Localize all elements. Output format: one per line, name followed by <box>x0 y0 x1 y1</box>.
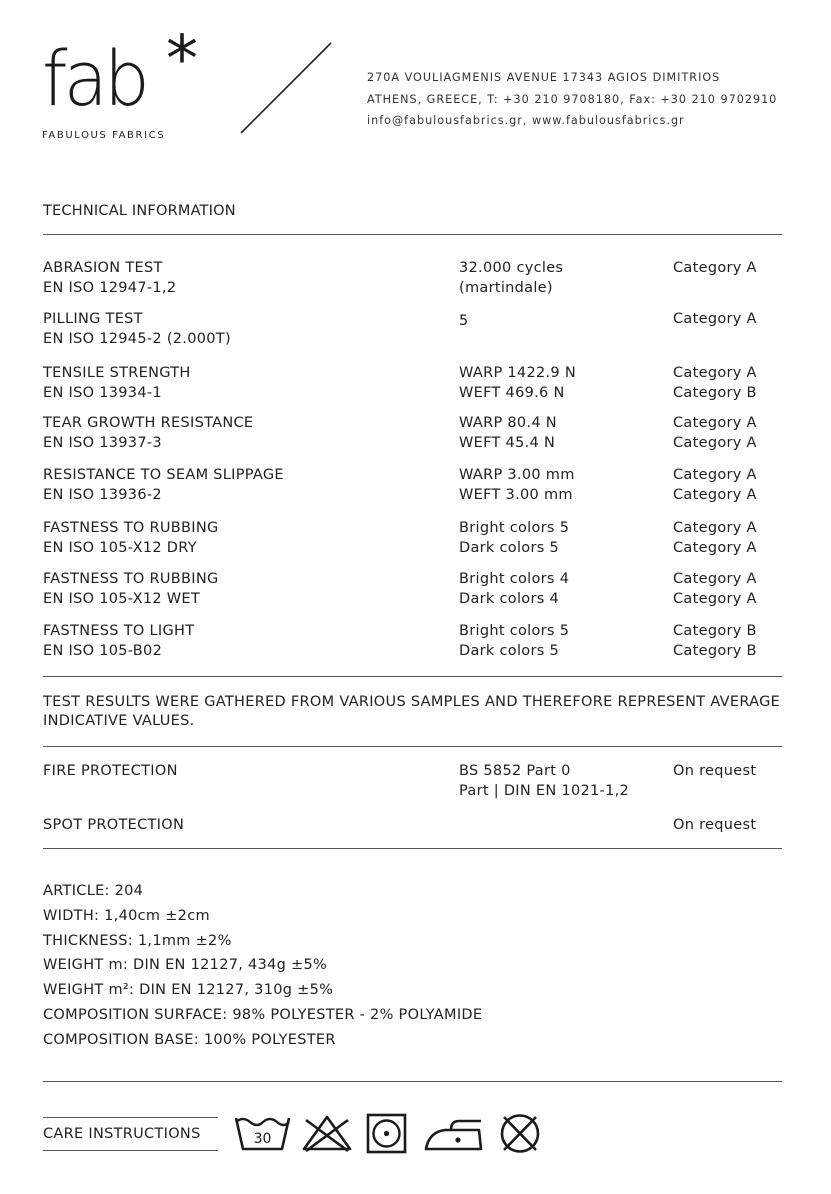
divider <box>43 1081 782 1082</box>
spec-weight-m: WEIGHT m: DIN EN 12127, 434g ±5% <box>43 957 328 974</box>
company-address <box>367 67 777 132</box>
address-line-web: info@fabulousfabrics.gr, www.fabulousfabrics.gr <box>367 114 685 127</box>
test-name: FASTNESS TO RUBBING <box>43 571 219 587</box>
test-standard: EN ISO 105-B02 <box>43 642 163 659</box>
wash-temperature: 30 <box>253 1131 272 1147</box>
protection-status: On request <box>673 763 757 779</box>
divider <box>43 848 782 849</box>
protection-standard: Part | DIN EN 1021-1,2 <box>459 782 630 799</box>
spec-weight-m2: WEIGHT m²: DIN EN 12127, 310g ±5% <box>43 982 334 999</box>
diagonal-divider <box>238 40 334 136</box>
section-title: TECHNICAL INFORMATION <box>43 203 236 219</box>
test-value: (martindale) <box>459 279 553 296</box>
divider <box>43 746 782 747</box>
test-value: WEFT 45.4 N <box>459 434 556 451</box>
test-value: 5 <box>459 313 469 329</box>
do-not-bleach-icon <box>300 1112 354 1154</box>
test-category: Category A <box>673 467 757 483</box>
test-name: ABRASION TEST <box>43 260 163 276</box>
test-category: Category A <box>673 520 757 536</box>
address-line-street: 270A VOULIAGMENIS AVENUE 17343 AGIOS DIMITRIOS <box>367 71 721 84</box>
test-standard: EN ISO 12945-2 (2.000T) <box>43 330 231 347</box>
test-value: Dark colors 5 <box>459 642 560 659</box>
spec-thickness: THICKNESS: 1,1mm ±2% <box>43 932 232 949</box>
test-category: Category A <box>673 415 757 431</box>
test-value: WEFT 3.00 mm <box>459 486 573 503</box>
test-value: WARP 80.4 N <box>459 415 557 431</box>
logo-star: * <box>166 23 198 97</box>
care-instructions-label: CARE INSTRUCTIONS <box>43 1117 218 1151</box>
test-category: Category A <box>673 486 757 503</box>
test-standard: EN ISO 13936-2 <box>43 486 162 503</box>
spec-width: WIDTH: 1,40cm ±2cm <box>43 907 210 924</box>
test-category: Category A <box>673 260 757 276</box>
test-category: Category A <box>673 590 757 607</box>
test-value: WARP 3.00 mm <box>459 467 575 483</box>
spec-article: ARTICLE: 204 <box>43 883 144 899</box>
wash-30-icon <box>234 1112 292 1154</box>
test-standard: EN ISO 13937-3 <box>43 434 162 451</box>
test-name: PILLING TEST <box>43 311 143 327</box>
test-value: Dark colors 5 <box>459 539 560 556</box>
test-value: Dark colors 4 <box>459 590 560 607</box>
article-specs <box>43 881 482 1055</box>
test-standard: EN ISO 12947-1,2 <box>43 279 177 296</box>
protection-status: On request <box>673 817 757 833</box>
test-name: FASTNESS TO RUBBING <box>43 520 219 536</box>
logo-word: fab <box>42 34 147 123</box>
test-category: Category A <box>673 571 757 587</box>
test-category: Category A <box>673 539 757 556</box>
do-not-dry-clean-icon <box>498 1112 542 1154</box>
test-category: Category A <box>673 365 757 381</box>
test-value: WARP 1422.9 N <box>459 365 576 381</box>
test-name: TENSILE STRENGTH <box>43 365 191 381</box>
test-value: 32.000 cycles <box>459 260 564 276</box>
iron-low-icon <box>423 1112 485 1154</box>
logo-subtitle: FABULOUS FABRICS <box>42 130 166 141</box>
protection-label: SPOT PROTECTION <box>43 817 185 833</box>
results-note: TEST RESULTS WERE GATHERED FROM VARIOUS SAMPLES AND THEREFORE REPRESENT AVERAGE INDICATIVE VALUES. <box>43 694 781 729</box>
test-category: Category A <box>673 434 757 451</box>
protection-standard: BS 5852 Part 0 <box>459 763 571 779</box>
spec-composition-surface: COMPOSITION SURFACE: 98% POLYESTER - 2% POLYAMIDE <box>43 1006 483 1023</box>
spec-composition-base: COMPOSITION BASE: 100% POLYESTER <box>43 1031 336 1048</box>
test-name: FASTNESS TO LIGHT <box>43 623 195 639</box>
test-standard: EN ISO 105-X12 DRY <box>43 539 197 556</box>
divider <box>43 676 782 677</box>
test-name: TEAR GROWTH RESISTANCE <box>43 415 254 431</box>
test-value: WEFT 469.6 N <box>459 384 565 401</box>
test-category: Category A <box>673 311 757 327</box>
test-value: Bright colors 4 <box>459 571 570 587</box>
test-value: Bright colors 5 <box>459 623 570 639</box>
test-value: Bright colors 5 <box>459 520 570 536</box>
brand-logo <box>42 23 212 144</box>
test-standard: EN ISO 105-X12 WET <box>43 590 201 607</box>
tumble-dry-low-icon <box>366 1112 408 1154</box>
test-category: Category B <box>673 623 757 639</box>
divider <box>43 234 782 235</box>
test-name: RESISTANCE TO SEAM SLIPPAGE <box>43 467 284 483</box>
test-category: Category B <box>673 384 757 401</box>
address-line-contact: ATHENS, GREECE, T: +30 210 9708180, Fax: +30 210 9702910 <box>367 92 778 106</box>
protection-label: FIRE PROTECTION <box>43 763 178 779</box>
test-category: Category B <box>673 642 757 659</box>
test-standard: EN ISO 13934-1 <box>43 384 162 401</box>
